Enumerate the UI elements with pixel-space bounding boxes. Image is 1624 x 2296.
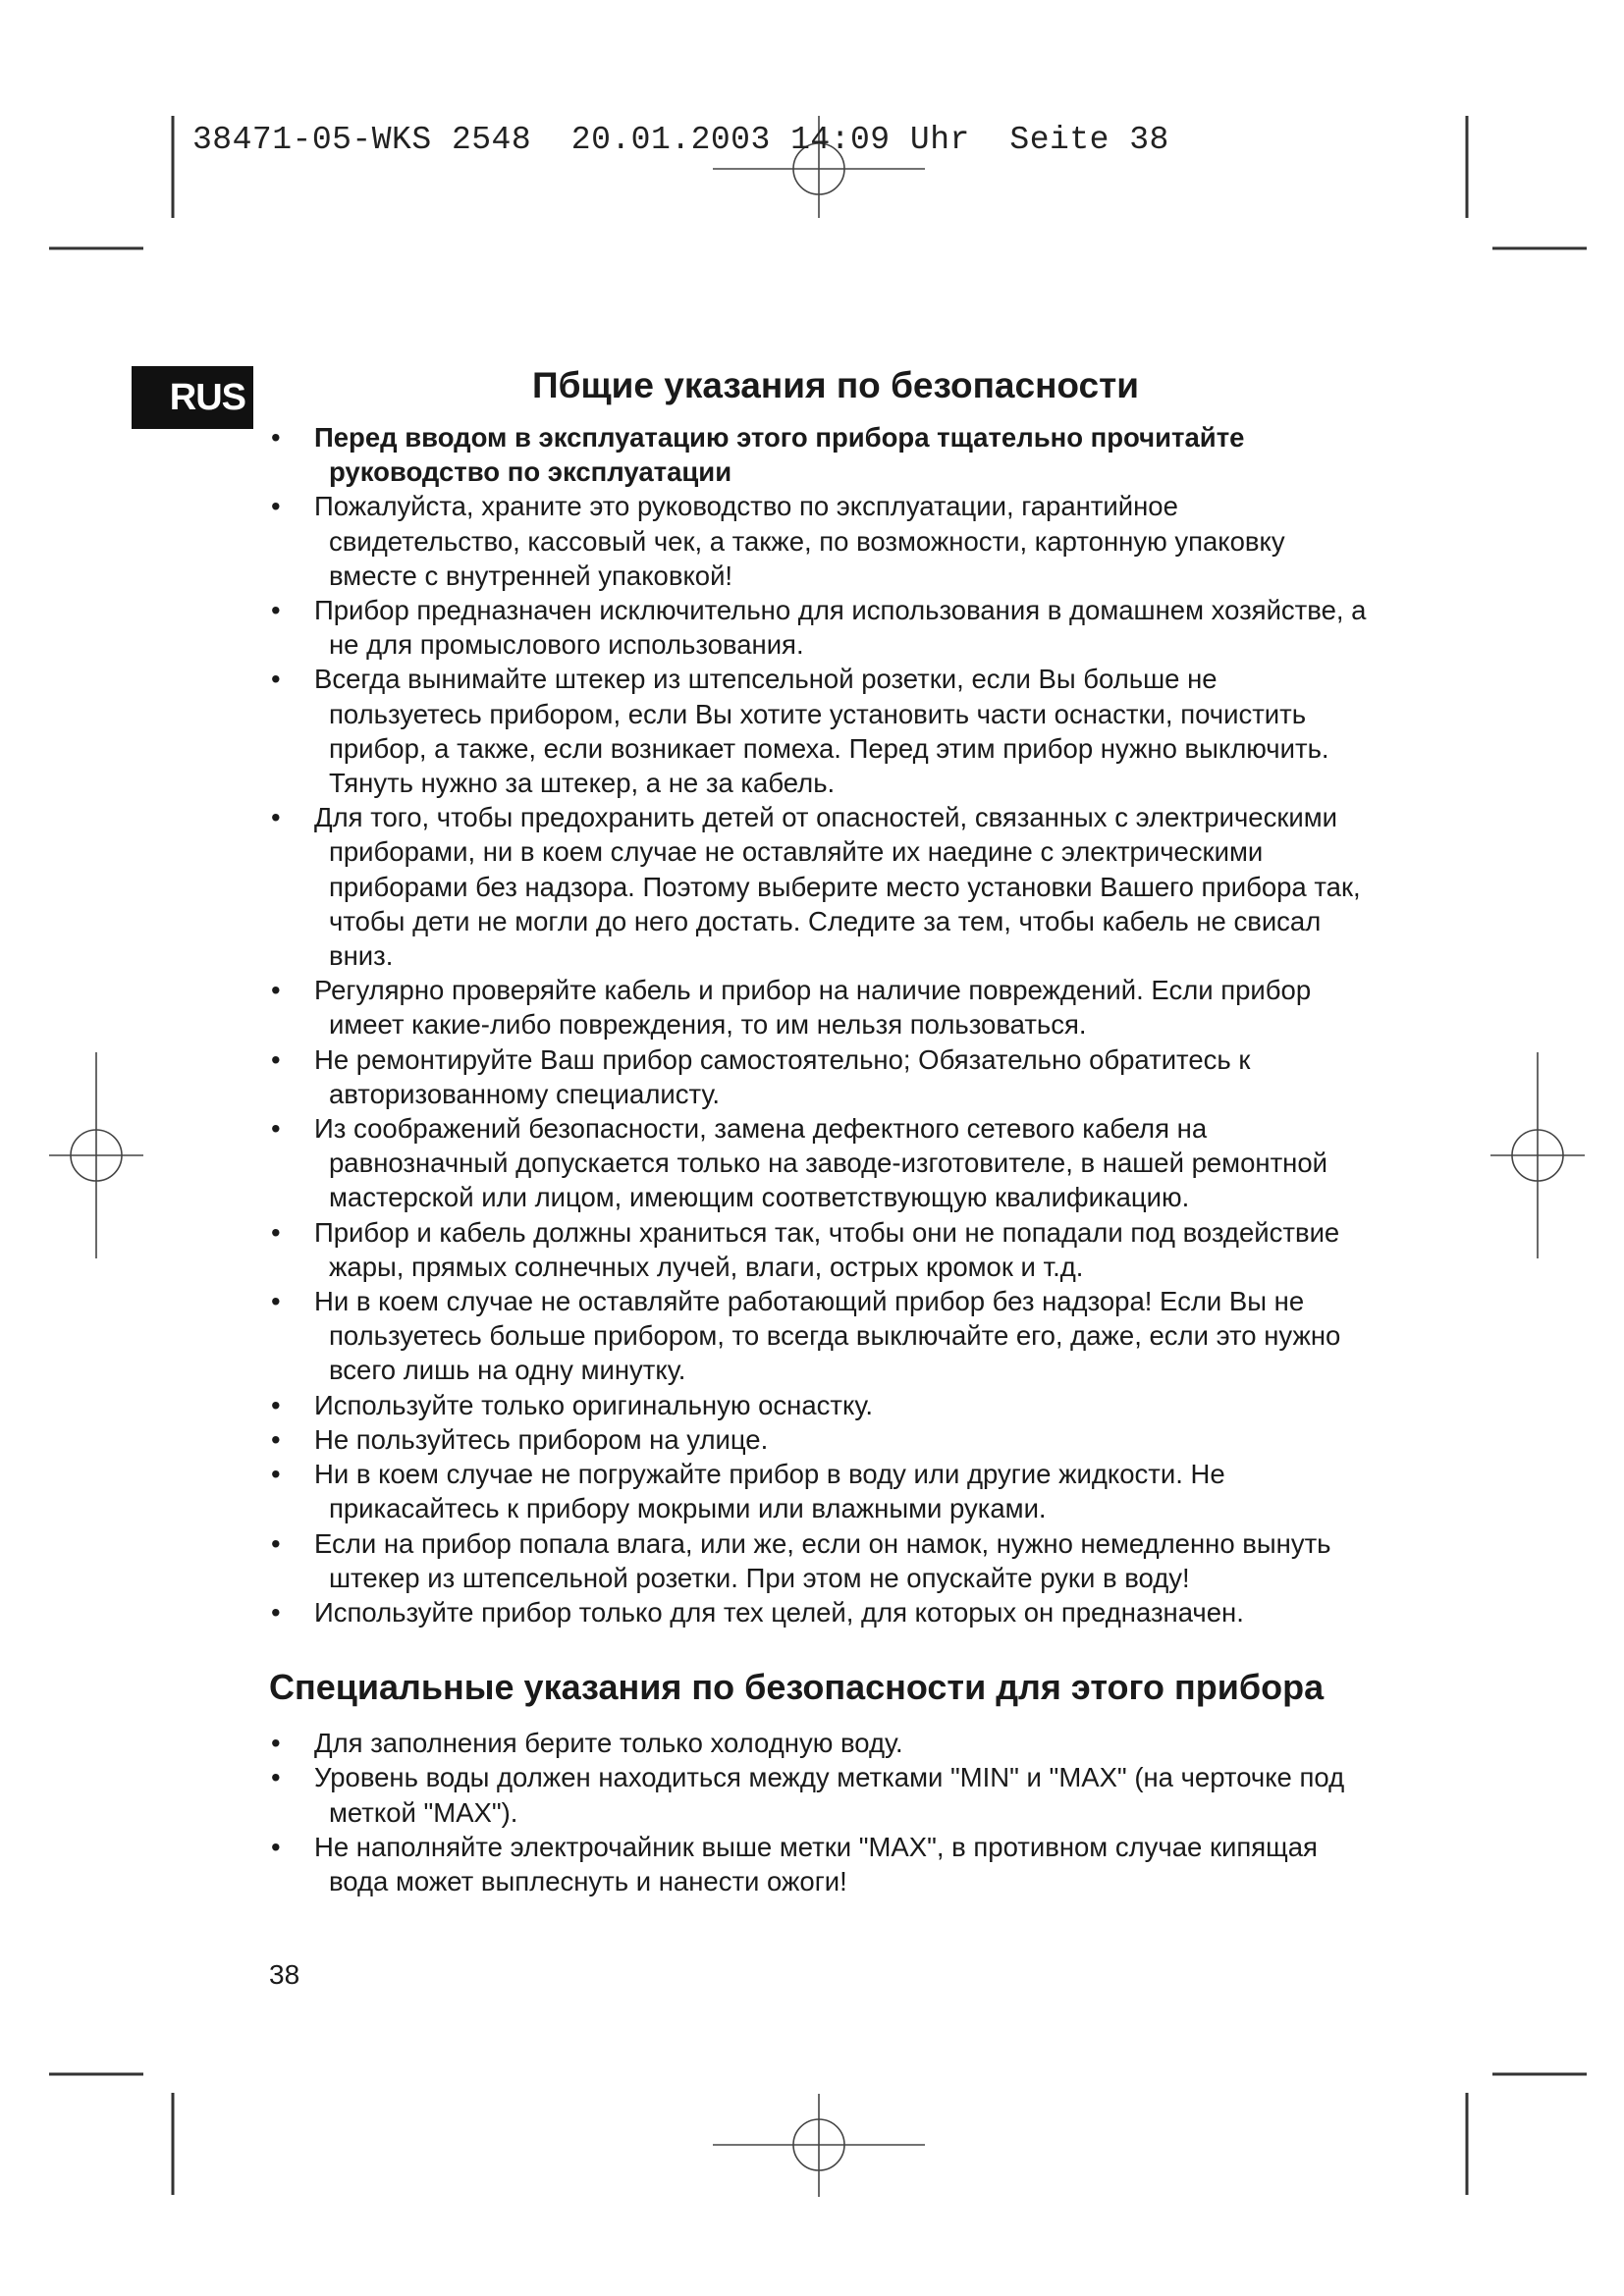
bullet-text: Прибор и кабель должны храниться так, чтобы они не попадали под воздействие жары, прямых солнечных лучей, влаги, острых кромок и т.д. xyxy=(314,1216,1340,1282)
bullet-item xyxy=(269,420,1369,489)
bullet-item xyxy=(269,1830,1369,1898)
bullet-item xyxy=(269,1111,1369,1215)
bullet-text: Для заполнения берите только холодную воду. xyxy=(314,1728,903,1759)
bullet-item xyxy=(269,1726,1369,1760)
bullet-text: Не наполняйте электрочайник выше метки "MAX", в противном случае кипящая вода может выплеснуть и нанести ожоги! xyxy=(314,1831,1318,1896)
bullet-marker: • xyxy=(271,1596,281,1628)
bullet-text: Не ремонтируйте Ваш прибор самостоятельно; Обязательно обратитесь к авторизованному специалисту. xyxy=(314,1043,1251,1109)
print-slug: 38471-05-WKS 2548 20.01.2003 14:09 Uhr Seite 38 xyxy=(192,122,1169,158)
bullet-item xyxy=(269,1215,1369,1284)
bullet-marker: • xyxy=(271,595,281,626)
bullet-marker: • xyxy=(271,664,281,695)
bullet-marker: • xyxy=(271,1216,281,1248)
registration-target-right xyxy=(1490,1052,1585,1258)
bullet-marker: • xyxy=(271,422,281,453)
bullet-marker: • xyxy=(271,491,281,522)
bullet-item xyxy=(269,489,1369,593)
bullet-item xyxy=(269,1595,1369,1629)
bullet-text: Регулярно проверяйте кабель и прибор на наличие повреждений. Если прибор имеет какие-либо повреждения, то им нельзя пользоваться. xyxy=(314,975,1312,1041)
bullet-text: Уровень воды должен находиться между метками "MIN" и "MAX" (на черточке под меткой "MAX"). xyxy=(314,1762,1345,1828)
bullet-text: Всегда вынимайте штекер из штепсельной розетки, если Вы больше не пользуетесь прибором, если Вы хотите установить части оснастки, почистить прибор, а также, если возникает помеха. Перед этим прибор нужно выключить. Тянуть нужно за штекер, а не за кабель. xyxy=(314,664,1329,799)
bullet-marker: • xyxy=(271,1762,281,1793)
registration-target-bottom xyxy=(713,2094,925,2197)
bullet-marker: • xyxy=(271,1728,281,1759)
document-content xyxy=(269,365,1369,1898)
bullet-item xyxy=(269,593,1369,662)
bullet-text: Ни в коем случае не оставляйте работающий прибор без надзора! Если Вы не пользуетесь больше прибором, то всегда выключайте его, даже, если это нужно всего лишь на одну минутку. xyxy=(314,1286,1341,1386)
bullet-item xyxy=(269,1526,1369,1595)
bullet-marker: • xyxy=(271,802,281,833)
general-safety-list xyxy=(269,420,1369,1629)
bullet-item xyxy=(269,1388,1369,1422)
bullet-text: Пожалуйста, храните это руководство по эксплуатации, гарантийное свидетельство, кассовый чек, а также, по возможности, картонную упаковку вместе с внутренней упаковкой! xyxy=(314,491,1285,591)
bullet-text: Если на прибор попала влага, или же, если он намок, нужно немедленно вынуть штекер из штепсельной розетки. При этом не опускайте руки в воду! xyxy=(314,1527,1331,1593)
bullet-item xyxy=(269,1284,1369,1388)
page-number: 38 xyxy=(269,1959,300,1990)
bullet-text: Используйте прибор только для тех целей, для которых он предназначен. xyxy=(314,1596,1244,1628)
bullet-item xyxy=(269,1422,1369,1457)
special-safety-list xyxy=(269,1726,1369,1898)
bullet-marker: • xyxy=(271,1043,281,1075)
bullet-item xyxy=(269,1760,1369,1829)
bullet-item xyxy=(269,800,1369,973)
bullet-text: Для того, чтобы предохранить детей от опасностей, связанных с электрическими приборами, ни в коем случае не оставляйте их наедине с электрическими приборами без надзора. Поэтому выберите место установки Вашего прибора так, чтобы дети не могли до него достать. Следите за тем, чтобы кабель не свисал вниз. xyxy=(314,802,1361,972)
bullet-text: Используйте только оригинальную оснастку. xyxy=(314,1389,873,1420)
bullet-item xyxy=(269,973,1369,1041)
bullet-marker: • xyxy=(271,1459,281,1490)
registration-target-left xyxy=(49,1052,143,1258)
bullet-marker: • xyxy=(271,975,281,1006)
bullet-marker: • xyxy=(271,1286,281,1317)
bullet-marker: • xyxy=(271,1389,281,1420)
bullet-marker: • xyxy=(271,1423,281,1455)
bullet-marker: • xyxy=(271,1527,281,1559)
bullet-text: Перед вводом в эксплуатацию этого прибора тщательно прочитайте руководство по эксплуатации xyxy=(314,422,1245,488)
bullet-item xyxy=(269,1042,1369,1111)
bullet-text: Прибор предназначен исключительно для использования в домашнем хозяйстве, а не для промыслового использования. xyxy=(314,595,1367,661)
general-safety-title: Пбщие указания по безопасности xyxy=(532,365,1139,405)
bullet-text: Ни в коем случае не погружайте прибор в воду или другие жидкости. Не прикасайтесь к прибору мокрыми или влажными руками. xyxy=(314,1459,1225,1524)
bullet-marker: • xyxy=(271,1831,281,1862)
language-tab: RUS xyxy=(132,366,253,429)
bullet-text: Не пользуйтесь прибором на улице. xyxy=(314,1423,769,1455)
bullet-marker: • xyxy=(271,1113,281,1145)
bullet-text: Из соображений безопасности, замена дефектного сетевого кабеля на равнозначный допускается только на заводе-изготовителе, в нашей ремонтной мастерской или лицом, имеющим соответствующую квалификацию. xyxy=(314,1113,1328,1213)
special-safety-title: Специальные указания по безопасности для этого прибора xyxy=(269,1667,1325,1708)
bullet-item xyxy=(269,662,1369,800)
bullet-item xyxy=(269,1457,1369,1525)
